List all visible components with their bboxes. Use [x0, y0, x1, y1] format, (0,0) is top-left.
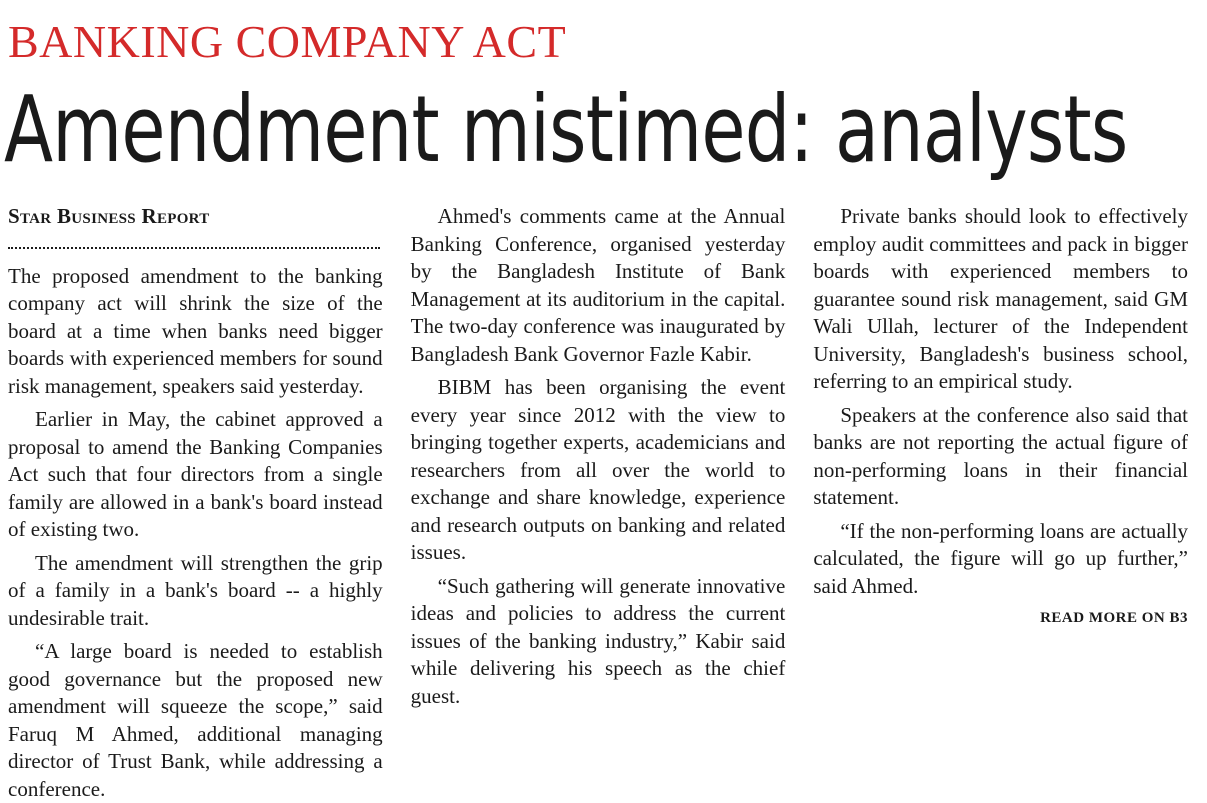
paragraph: The amendment will strengthen the grip of a family in a bank's board -- a highly undesirable trait.: [8, 550, 383, 630]
paragraph: “Such gathering will generate innovative ideas and policies to address the current issues of the banking industry,” Kabir said while delivering his speech as the chief guest.: [410, 573, 786, 708]
paragraph: Private banks should look to effectively employ audit committees and pack in bigger boards with experienced members to guarantee sound risk management, said GM Wali Ullah, lecturer of the Independent University, Bangladesh's business school, referring to an empirical study.: [813, 204, 1189, 393]
article-body: [8, 203, 1189, 801]
paragraph: BIBM has been organising the event every year since 2012 with the view to bringing together experts, academicians and researchers from all over the world to exchange and share knowledge, experience and research outputs on banking and related issues.: [410, 375, 786, 564]
paragraph: Earlier in May, the cabinet approved a proposal to amend the Banking Companies Act such that four directors from a single family are allowed in a bank's board instead of existing two.: [8, 407, 383, 541]
paragraph: Ahmed's comments came at the Annual Banking Conference, organised yesterday by the Bangladesh Institute of Bank Management at its auditorium in the capital. The two-day conference was inaugurated by Bangladesh Bank Governor Fazle Kabir.: [410, 204, 786, 366]
byline: Star Business Report: [8, 204, 210, 228]
paragraph: “A large board is needed to establish good governance but the proposed new amendment will squeeze the scope,” said Faruq M Ahmed, additional managing director of Trust Bank, while addressing a conference.: [8, 639, 383, 801]
byline-divider: [8, 237, 380, 249]
article-column-3: [813, 203, 1188, 768]
headline: Amendment mistimed: analysts: [4, 76, 1128, 183]
article-column-2: [411, 203, 786, 768]
read-more-link[interactable]: READ MORE ON B3: [1040, 610, 1189, 626]
paragraph: The proposed amendment to the banking company act will shrink the size of the board at a time when banks need bigger boards with experienced members for sound risk management, speakers said yesterday.: [8, 263, 383, 398]
article-column-1: [8, 203, 383, 801]
paragraph: Speakers at the conference also said that banks are not reporting the actual figure of non-performing loans in their financial statement.: [813, 402, 1189, 509]
section-kicker: BANKING COMPANY ACT: [8, 16, 567, 67]
paragraph: “If the non-performing loans are actually calculated, the figure will go up further,” said Ahmed.: [813, 518, 1189, 598]
